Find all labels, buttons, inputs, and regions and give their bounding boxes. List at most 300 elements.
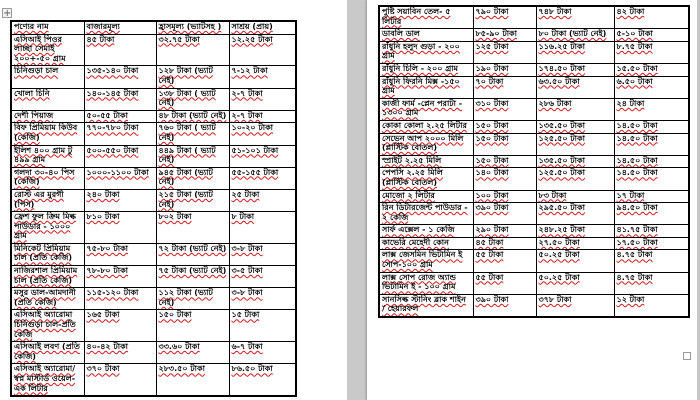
cell-text: ৩৭০ টাকা <box>86 364 120 374</box>
savings-cell <box>229 34 296 66</box>
product-name-cell <box>379 41 473 63</box>
market-price-cell <box>473 76 536 98</box>
market-price-cell <box>84 310 156 342</box>
cell-text: ১২৫ টাকা <box>475 41 509 51</box>
table-row <box>379 155 689 168</box>
cell-text: ১১৬.২৫ টাকা <box>538 41 585 51</box>
cell-text: এসিআই অ্যারোমা/ স্বপ্ন মাস্টার্ড ওয়েল-এক লিটার <box>14 364 76 393</box>
reduced-price-cell <box>536 190 614 203</box>
market-price-cell <box>473 98 536 120</box>
cell-text: ১৪.৫০ টাকা <box>616 120 658 130</box>
product-name-cell <box>11 266 84 288</box>
product-name-cell <box>11 123 84 145</box>
cell-text: ৩-৮ টাকা <box>231 243 263 253</box>
cell-text: ৪০-৪২ টাকা <box>86 342 128 352</box>
product-name-cell <box>11 243 84 265</box>
savings-cell <box>229 189 296 211</box>
product-name-cell <box>379 98 473 120</box>
cell-text: ৪৪৯ টাকা ( ভ্যাট নেই) <box>158 145 216 165</box>
cell-text: ৮০ টাকা (ভ্যাট নেই) <box>538 29 607 39</box>
cell-text: ৭৯০ টাকা <box>475 7 509 16</box>
table-row <box>11 189 296 211</box>
market-price-cell <box>84 110 156 123</box>
reduced-price-cell <box>156 145 229 167</box>
cell-text: ৫০০-৫৫০ টাকা <box>86 145 139 155</box>
product-name-cell <box>379 225 473 238</box>
header-text: পণ্যের নাম <box>14 22 49 31</box>
cell-text: গলদা ৩০-৪০ পিস (কেজি) <box>14 167 75 187</box>
table-row <box>379 168 689 190</box>
market-price-cell <box>473 225 536 238</box>
table-row <box>379 272 689 294</box>
table-row <box>11 212 296 244</box>
table-row <box>379 6 689 29</box>
market-price-cell <box>473 272 536 294</box>
cell-text: ২-৭ টাকা <box>231 88 263 98</box>
cell-text: ১৭ টাকা <box>616 190 645 200</box>
cell-text: চিনিগুড়া চাল <box>14 66 59 76</box>
product-name-cell <box>379 168 473 190</box>
table-row <box>11 145 296 167</box>
page-left <box>0 0 347 400</box>
savings-cell <box>229 123 296 145</box>
table-row <box>11 243 296 265</box>
cell-text: ২৪ টাকা <box>616 98 645 108</box>
price-table-left <box>10 20 297 397</box>
plus-icon: + <box>3 8 12 19</box>
cell-text: ২৭.৫০ টাকা <box>538 237 580 247</box>
market-price-cell <box>473 133 536 155</box>
table-row <box>379 203 689 225</box>
cell-text: নাজিরশাল প্রিমিয়াম চাল (প্রতি কেজি) <box>14 266 78 285</box>
product-name-cell <box>379 190 473 203</box>
savings-cell <box>614 190 689 203</box>
market-price-cell <box>473 6 536 29</box>
col-header-market-price <box>84 21 156 34</box>
table-row <box>379 133 689 155</box>
table-resize-handle[interactable] <box>683 352 691 360</box>
cell-text: ১২ টাকা <box>616 294 645 304</box>
price-table-right <box>378 5 690 318</box>
cell-text: ইলিশ ৪০০ গ্রাম টু ৪৯৯ গ্রাম <box>14 145 73 165</box>
reduced-price-cell <box>156 266 229 288</box>
product-name-cell <box>11 364 84 396</box>
cell-text: ১০০ টাকা <box>475 190 509 200</box>
reduced-price-cell <box>536 272 614 294</box>
cell-text: ২১৫ টাকা (ভ্যাট নেই) <box>158 189 213 209</box>
cell-text: রিন ডিটারজেন্ট পাউডার - ২ কেজি <box>382 203 468 222</box>
cell-text: ৩-৮ টাকা <box>231 288 263 298</box>
cell-text: এসিআই লবণ (প্রতি কেজি) <box>14 342 80 361</box>
cell-text: লাক্স জেসমিন ভিটামিন ই সোপ-১০০ গ্রাম <box>382 250 463 270</box>
cell-text: ৩৯০ টাকা <box>475 294 509 304</box>
table-row <box>11 266 296 288</box>
cell-text: ১৫০ টাকা <box>475 155 509 165</box>
market-price-cell <box>84 88 156 110</box>
market-price-cell <box>84 288 156 310</box>
col-header-product-name <box>11 21 84 34</box>
product-name-cell <box>379 63 473 76</box>
cell-text: কাজী ফার্ম -প্লেন পরাটা - ১৩০০ গ্রাম <box>382 98 463 118</box>
savings-cell <box>614 76 689 98</box>
reduced-price-cell <box>536 6 614 29</box>
cell-text: ৫৫-১৫৫ টাকা <box>231 167 279 177</box>
header-text: বাজারমূল্য <box>86 22 120 31</box>
cell-text: ৪৫ টাকা <box>475 237 504 247</box>
market-price-cell <box>84 342 156 364</box>
table-row <box>11 310 296 342</box>
cell-text: ডাবলি ডাল <box>382 29 420 39</box>
cell-text: পুষ্টি সয়াবিন তেল- ৫ লিটার <box>382 7 451 26</box>
table-row <box>379 76 689 98</box>
table-row <box>11 364 296 396</box>
reduced-price-cell <box>536 250 614 272</box>
savings-cell <box>614 168 689 190</box>
savings-cell <box>229 167 296 189</box>
cell-text: ৯৪.৫০ টাকা <box>616 203 658 213</box>
product-name-cell <box>11 310 84 342</box>
cell-text: ৭-১২ টাকা <box>231 66 268 76</box>
reduced-price-cell <box>536 225 614 238</box>
price-table-header <box>11 21 296 34</box>
reduced-price-cell <box>536 120 614 133</box>
cell-text: ১৪০ টাকা <box>475 168 509 178</box>
product-name-cell <box>379 29 473 42</box>
table-row <box>379 237 689 250</box>
cell-text: কাভেরি মেহেদী কোন <box>382 237 449 247</box>
market-price-cell <box>473 190 536 203</box>
cell-text: ৩৭৮ টাকা <box>538 294 572 304</box>
cell-text: কোকা কোলা ২.২৫ লিটার <box>382 120 467 130</box>
cell-text: ১৭৪.৫০ টাকা <box>538 63 585 73</box>
reduced-price-cell <box>536 294 614 317</box>
cell-text: রোস্ট এর মুরগী (পিস) <box>14 189 64 209</box>
market-price-cell <box>473 294 536 317</box>
product-name-cell <box>379 6 473 29</box>
cell-text: ৩৩.৬০ টাকা <box>158 342 200 352</box>
table-row <box>379 63 689 76</box>
cell-text: ২৯০ টাকা <box>475 225 509 235</box>
savings-cell <box>229 364 296 396</box>
product-name-cell <box>11 34 84 66</box>
reduced-price-cell <box>536 41 614 63</box>
market-price-cell <box>84 364 156 396</box>
savings-cell <box>229 88 296 110</box>
cell-text: ৭৪৮ টাকা <box>538 7 572 16</box>
table-row <box>11 88 296 110</box>
header-row <box>11 21 296 34</box>
reduced-price-cell <box>156 189 229 211</box>
cell-text: ১৫০ টাকা <box>475 120 509 130</box>
cell-text: ৪৫ টাকা <box>86 34 115 44</box>
cell-text: ১৩৫.৫০ টাকা <box>538 155 585 165</box>
product-name-cell <box>11 167 84 189</box>
cell-text: ১০০০-১১০০ টাকা <box>86 167 149 177</box>
cell-text: ১০-২০ টাকা <box>231 123 273 133</box>
cell-text: ১৪.৫০ টাকা <box>616 133 658 143</box>
cell-text: ৫০-৫৫ টাকা <box>86 110 128 120</box>
market-price-cell <box>84 34 156 66</box>
reduced-price-cell <box>156 310 229 342</box>
reduced-price-cell <box>536 98 614 120</box>
savings-cell <box>229 243 296 265</box>
savings-cell <box>614 98 689 120</box>
cell-text: ৭৫ টাকা (ভ্যাট নেই) <box>158 266 227 276</box>
reduced-price-cell <box>156 123 229 145</box>
cell-text: ১৫০ টাকা <box>158 310 192 320</box>
cell-text: ১৯০ টাকা <box>475 63 509 73</box>
cell-text: ১৭.৫০ টাকা <box>616 237 658 247</box>
header-text: সাশ্রয় (প্রায়) <box>231 22 273 31</box>
cell-text: ৬.৫০ টাকা <box>616 76 653 86</box>
cell-text: ৫০.২৫ টাকা <box>538 250 580 260</box>
savings-cell <box>614 41 689 63</box>
table-row <box>379 98 689 120</box>
product-name-cell <box>11 342 84 364</box>
savings-cell <box>229 212 296 244</box>
cell-text: ৪.৭৫ টাকা <box>616 250 653 260</box>
product-name-cell <box>379 294 473 317</box>
cell-text: ৮৬.৫০ টাকা <box>231 364 273 374</box>
table-row <box>11 110 296 123</box>
cell-text: এসিআই অ্যারোমা চিনিগুড়া চাল-প্রতি কেজি <box>14 310 76 339</box>
cell-text: স্প্রাইট ২.২৫ মিলি <box>382 155 442 165</box>
cell-text: ফ্রেশ ফুল ক্রিম মিল্ক পাউডার - ১০০০ গ্রাম <box>14 212 76 241</box>
cell-text: ১২৫.৫০ টাকা <box>538 133 585 143</box>
market-price-cell <box>84 266 156 288</box>
cell-text: ৭২ টাকা (ভ্যাট নেই) <box>158 243 227 253</box>
reduced-price-cell <box>536 168 614 190</box>
cell-text: ৮০২ টাকা <box>158 212 192 222</box>
market-price-cell <box>84 66 156 88</box>
savings-cell <box>229 145 296 167</box>
reduced-price-cell <box>536 133 614 155</box>
cell-text: ৫-১০ টাকা <box>616 29 653 39</box>
reduced-price-cell <box>536 63 614 76</box>
cell-text: পেপসি ২.২৫ মিলি (প্লাস্টিক বোতল) <box>382 168 443 187</box>
product-name-cell <box>379 250 473 272</box>
cell-text: ৬-৭ টাকা <box>231 342 263 352</box>
reduced-price-cell <box>156 342 229 364</box>
cell-text: ১৩৫-১৪০ টাকা <box>86 66 139 76</box>
product-name-cell <box>11 110 84 123</box>
cell-text: ৮.৭৫ টাকা <box>616 41 653 51</box>
product-name-cell <box>379 133 473 155</box>
cell-text: ১৫০ টাকা <box>475 133 509 143</box>
savings-cell <box>614 63 689 76</box>
cell-text: ২৪০ টাকা <box>86 189 120 199</box>
cell-text: ৭৮-৮০ টাকা <box>86 266 128 276</box>
savings-cell <box>229 342 296 364</box>
cell-text: সার্ফ এক্সেল - ১ কেজি <box>382 225 455 235</box>
cell-text: ৪১.৭৫ টাকা <box>616 225 658 235</box>
product-name-cell <box>11 189 84 211</box>
page-right <box>367 0 697 400</box>
market-price-cell <box>84 189 156 211</box>
savings-cell <box>229 66 296 88</box>
cell-text: ৮ টাকা <box>231 212 255 222</box>
savings-cell <box>614 29 689 42</box>
market-price-cell <box>473 120 536 133</box>
cell-text: ১২.২৫ টাকা <box>231 34 273 44</box>
product-name-cell <box>11 212 84 244</box>
cell-text: রাঁধুনি ফিরনি মিক্স -১৫০ গ্রাম <box>382 76 460 96</box>
cell-text: ৭০ টাকা <box>475 76 504 86</box>
market-price-cell <box>84 123 156 145</box>
cell-text: ৪.৭৫ টাকা <box>616 272 653 282</box>
cell-text: মিনিকেট প্রিমিয়াম চাল (প্রতি কেজি) <box>14 243 73 263</box>
cell-text: ৭৫-৮০ টাকা <box>86 243 128 253</box>
reduced-price-cell <box>156 34 229 66</box>
product-name-cell <box>379 237 473 250</box>
product-name-cell <box>379 272 473 294</box>
cell-text: বিফ প্রিমিয়াম কিউব (কেজি) <box>14 123 78 142</box>
cell-text: ৫০.২৫ টাকা <box>538 272 580 282</box>
reduced-price-cell <box>156 110 229 123</box>
savings-cell <box>614 155 689 168</box>
cell-text: ২৯৫.৫০ টাকা <box>538 203 585 213</box>
cell-text: ১৩৮ টাকা ( ভ্যাট নেই) <box>158 88 216 108</box>
cell-text: ১১২ টাকা (ভ্যাট নেই) <box>158 288 213 307</box>
cell-text: ৭৬০ টাকা ( ভ্যাট নেই) <box>158 123 216 142</box>
market-price-cell <box>473 41 536 63</box>
savings-cell <box>229 288 296 310</box>
savings-cell <box>229 110 296 123</box>
savings-cell <box>614 203 689 225</box>
cell-text: ৬৩.৫০ টাকা <box>538 76 580 86</box>
cell-text: খোলা চিনি <box>14 88 50 98</box>
cell-text: ৩২.৭৫ টাকা <box>158 34 200 44</box>
reduced-price-cell <box>156 167 229 189</box>
table-row <box>379 294 689 317</box>
savings-cell <box>229 266 296 288</box>
cell-text: ৮৫-৯০ টাকা <box>475 29 517 39</box>
cell-text: ১৫ টাকা <box>231 310 260 320</box>
cell-text: ৯৪৫ টাকা (ভ্যাট নেই) <box>158 167 213 187</box>
cell-text: ২৮৬ টাকা <box>538 98 572 108</box>
table-row <box>11 167 296 189</box>
header-text: হ্রাসমূল্য (ভ্যাটসহ ) <box>158 22 222 31</box>
product-name-cell <box>379 76 473 98</box>
cell-text: এসিআই পিওর লাচ্ছা সেমাই ২০০+-৫০ গ্রাম <box>14 34 66 63</box>
reduced-price-cell <box>536 29 614 42</box>
cell-text: ২৪৮.২৫ টাকা <box>538 225 585 235</box>
savings-cell <box>614 294 689 317</box>
cell-text: ১১৫-১২০ টাকা <box>86 288 139 298</box>
cell-text: সেভেন আপ ২০০০ মিলি (প্লাস্টিক বোতল) <box>382 133 464 153</box>
market-price-cell <box>84 145 156 167</box>
product-name-cell <box>379 203 473 225</box>
reduced-price-cell <box>536 155 614 168</box>
table-row <box>11 342 296 364</box>
market-price-cell <box>84 167 156 189</box>
market-price-cell <box>473 168 536 190</box>
market-price-cell <box>84 212 156 244</box>
savings-cell <box>614 272 689 294</box>
market-price-cell <box>84 243 156 265</box>
cell-text: ১৪.৫০ টাকা <box>616 155 658 165</box>
cell-text: ৪৮ টাকা (ভ্যাট নেই) <box>158 110 227 120</box>
cell-text: রাঁধুনি চিলি - ২০০ গ্রাম <box>382 63 458 73</box>
savings-cell <box>614 237 689 250</box>
reduced-price-cell <box>156 88 229 110</box>
cell-text: ৮৩ টাকা <box>538 190 567 200</box>
table-row <box>11 66 296 88</box>
table-row <box>379 250 689 272</box>
table-move-handle[interactable] <box>2 8 12 18</box>
table-row <box>11 34 296 66</box>
cell-text: সানসিল্ক স্টানিং ব্লাক শাইন / হেয়ারফল <box>382 294 466 314</box>
market-price-cell <box>473 237 536 250</box>
cell-text: ৩৯০ টাকা <box>475 203 509 213</box>
cell-text: ৩১০ টাকা <box>475 98 509 108</box>
reduced-price-cell <box>536 203 614 225</box>
col-header-reduced-price <box>156 21 229 34</box>
savings-cell <box>229 310 296 342</box>
cell-text: ২৮৩.৫০ টাকা <box>158 364 205 374</box>
cell-text: লাক্স সোপ রোজ অ্যান্ড ভিটামিন ই - ১০০ গ্রাম <box>382 272 456 292</box>
reduced-price-cell <box>156 288 229 310</box>
market-price-cell <box>473 155 536 168</box>
reduced-price-cell <box>536 237 614 250</box>
reduced-price-cell <box>156 66 229 88</box>
cell-text: ৫৫ টাকা <box>475 272 504 282</box>
product-name-cell <box>379 155 473 168</box>
reduced-price-cell <box>156 364 229 396</box>
product-name-cell <box>11 88 84 110</box>
cell-text: রাঁধুনি হলুদ গুড়া - ২০০ গ্রাম <box>382 41 460 61</box>
cell-text: ১৩৫.৫০ টাকা <box>538 120 585 130</box>
cell-text: ১২৮ টাকা (ভ্যাট নেই) <box>158 66 213 85</box>
savings-cell <box>614 120 689 133</box>
reduced-price-cell <box>156 212 229 244</box>
reduced-price-cell <box>536 76 614 98</box>
market-price-cell <box>473 203 536 225</box>
savings-cell <box>614 133 689 155</box>
table-row <box>379 41 689 63</box>
market-price-cell <box>473 250 536 272</box>
savings-cell <box>614 6 689 29</box>
cell-text: ১৬৫ টাকা <box>86 310 120 320</box>
table-row <box>379 120 689 133</box>
market-price-cell <box>473 29 536 42</box>
savings-cell <box>614 225 689 238</box>
cell-text: ১৪.৫০ টাকা <box>616 168 658 178</box>
table-row <box>379 29 689 42</box>
cell-text: ৫১-১০১ টাকা <box>231 145 279 155</box>
cell-text: ১৪০-১৪৫ টাকা <box>86 88 139 98</box>
cell-text: ৩-৫ টাকা <box>231 266 263 276</box>
product-name-cell <box>379 120 473 133</box>
cell-text: ২৫ টাকা <box>231 189 260 199</box>
product-name-cell <box>11 288 84 310</box>
col-header-savings <box>229 21 296 34</box>
cell-text: ১২৫.৫০ টাকা <box>538 168 585 178</box>
table-row <box>11 288 296 310</box>
cell-text: মোজো ২ লিটার <box>382 190 435 200</box>
cell-text: ৪২ টাকা <box>616 7 645 16</box>
table-row <box>379 225 689 238</box>
product-name-cell <box>11 66 84 88</box>
cell-text: ১৫.৫০ টাকা <box>616 63 658 73</box>
table-row <box>379 190 689 203</box>
cell-text: ৭৭০-৭৮০ টাকা <box>86 123 139 133</box>
savings-cell <box>614 250 689 272</box>
cell-text: ৮১০ টাকা <box>86 212 120 222</box>
cell-text: ২-৭ টাকা <box>231 110 263 120</box>
reduced-price-cell <box>156 243 229 265</box>
table-row <box>11 123 296 145</box>
